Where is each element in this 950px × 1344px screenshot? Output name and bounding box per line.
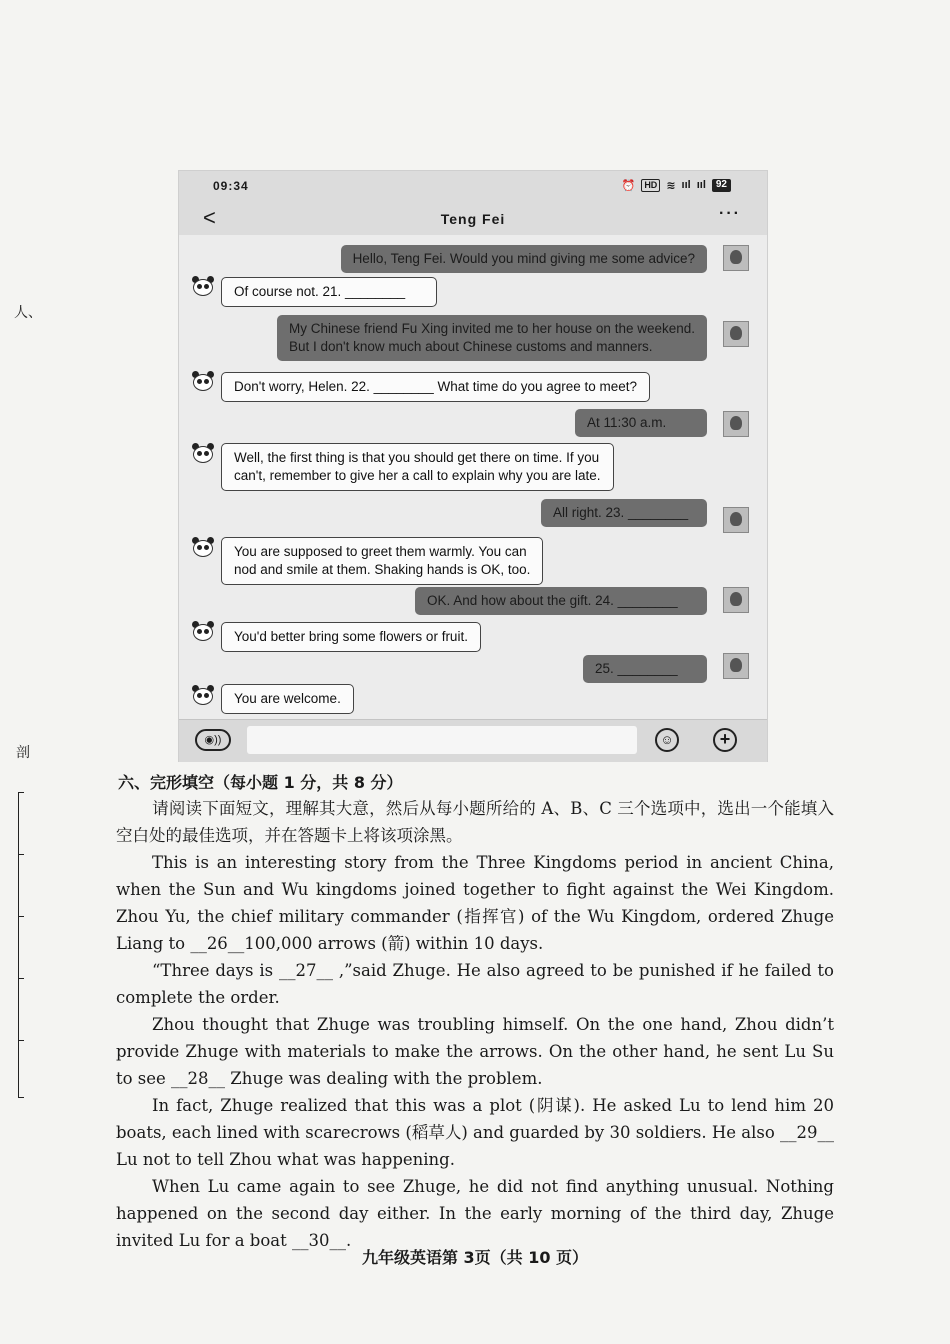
passage-paragraph-4: In fact, Zhuge realized that this was a plot (阴谋). He asked Lu to lend him 20 boats, each lined with scarecrows (稻草人) and guarded by 30 soldiers. He also __29__ Lu not to tell Zhou what was happening. [116,1096,834,1169]
chat-header [179,201,767,236]
user-avatar-icon [723,245,749,271]
user-avatar-icon [723,507,749,533]
user-avatar-icon [723,411,749,437]
message-bubble-outgoing: At 11:30 a.m. [575,409,707,437]
alarm-icon: ⏰ [621,180,636,192]
message-bubble-incoming: You'd better bring some flowers or fruit. [221,622,481,652]
emoji-icon[interactable]: ☺ [655,728,679,752]
message-bubble-incoming: You are welcome. [221,684,354,714]
signal-icon-1: ııl [681,179,691,191]
panda-avatar-icon [191,371,215,393]
battery-icon: 92 [712,179,731,192]
panda-avatar-icon [191,537,215,559]
status-icons [622,179,731,192]
message-bubble-outgoing: 25. ________ [583,655,707,683]
chat-screenshot [178,170,768,762]
page-footer: 九年级英语第 3页（共 10 页） [361,1248,589,1267]
user-avatar-icon [723,321,749,347]
passage-paragraph-3: Zhou thought that Zhuge was troubling himself. On the one hand, Zhou didn’t provide Zhuge with materials to make the arrows. On the other hand, he sent Lu Su to see __28__ Zhuge was dealing with the problem. [116,1015,834,1088]
user-avatar-icon [723,587,749,613]
hd-icon: HD [641,179,660,192]
panda-avatar-icon [191,621,215,643]
wifi-icon: ≋ [666,180,676,192]
message-bubble-outgoing: My Chinese friend Fu Xing invited me to her house on the weekend. But I don't know much about Chinese customs and manners. [277,315,707,361]
section-instruction: 请阅读下面短文，理解其大意，然后从每小题所给的 A、B、C 三个选项中，选出一个能填入空白处的最佳选项，并在答题卡上将该项涂黑。 [116,799,834,845]
message-bubble-outgoing: OK. And how about the gift. 24. ________ [415,587,707,615]
panda-avatar-icon [191,685,215,707]
section-title: 六、完形填空（每小题 1 分，共 8 分） [118,773,403,792]
message-bubble-incoming: Of course not. 21. ________ [221,277,437,307]
more-options-icon[interactable]: ··· [719,205,741,222]
message-bubble-incoming: You are supposed to greet them warmly. You can nod and smile at them. Shaking hands is OK, too. [221,537,543,585]
message-bubble-outgoing: Hello, Teng Fei. Would you mind giving me some advice? [341,245,707,273]
binding-bracket [18,792,27,1098]
message-bubble-incoming: Don't worry, Helen. 22. ________ What time do you agree to meet? [221,372,650,402]
status-time: 09:34 [213,179,249,193]
margin-note-top: 人、 [14,305,42,321]
message-list [179,235,767,719]
message-input-bar [179,719,767,762]
passage-paragraph-2: “Three days is __27__ ,”said Zhuge. He also agreed to be punished if he failed to complete the order. [116,961,834,1007]
contact-name: Teng Fei [440,211,506,227]
panda-avatar-icon [191,276,215,298]
signal-icon-2: ııl [696,179,706,191]
plus-icon[interactable]: + [713,728,737,752]
message-bubble-incoming: Well, the first thing is that you should get there on time. If you can't, remember to give her a call to explain why you are late. [221,443,614,491]
passage-paragraph-1: This is an interesting story from the Three Kingdoms period in ancient China, when the Sun and Wu kingdoms joined together to fight against the Wei Kingdom. Zhou Yu, the chief military commander (指挥官) of the Wu Kingdom, ordered Zhuge Liang to __26__100,000 arrows (箭) within 10 days. [116,853,834,953]
status-bar [179,171,767,201]
back-chevron-icon[interactable]: < [203,205,216,230]
user-avatar-icon [723,653,749,679]
message-input[interactable] [247,726,637,754]
margin-note-bottom: 剖 [16,745,30,761]
message-bubble-outgoing: All right. 23. ________ [541,499,707,527]
panda-avatar-icon [191,443,215,465]
passage-paragraph-5: When Lu came again to see Zhuge, he did not find anything unusual. Nothing happened on the second day either. In the early morning of the third day, Zhuge invited Lu for a boat __30__. [116,1177,834,1250]
voice-icon[interactable]: ◉)) [195,729,231,751]
